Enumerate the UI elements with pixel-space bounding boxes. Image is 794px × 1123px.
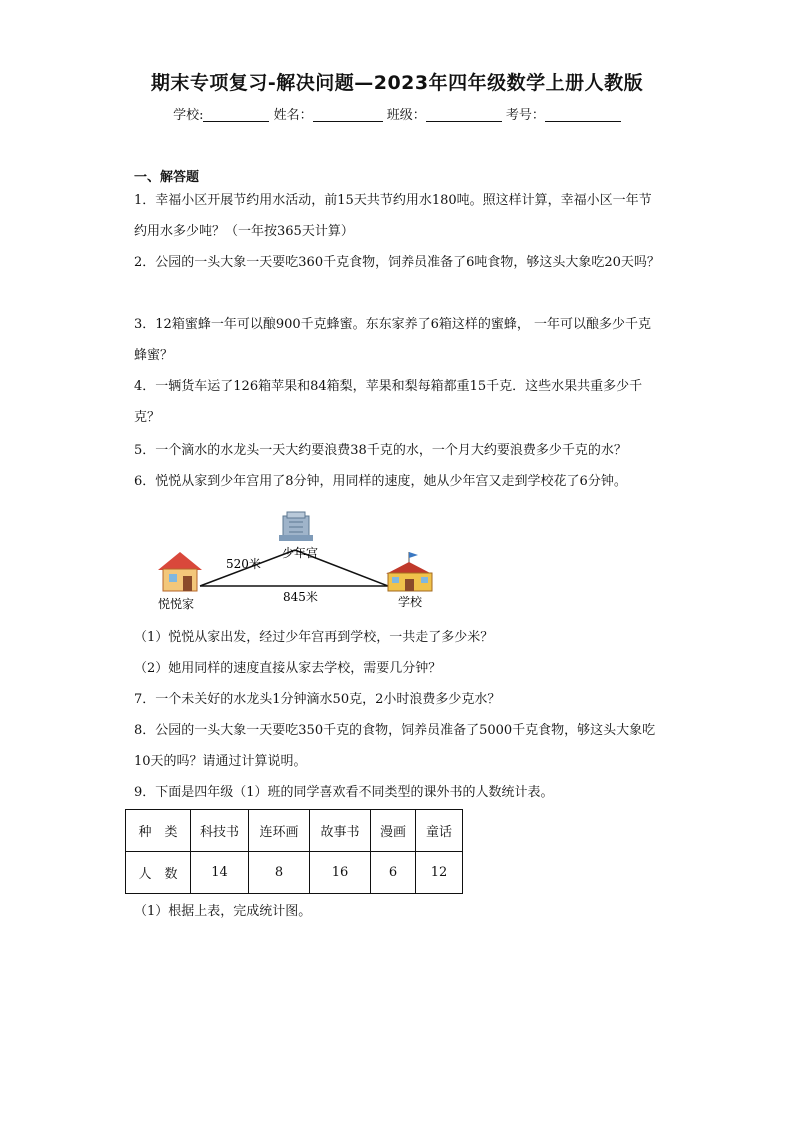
class-label: 班级： <box>386 108 426 123</box>
question-3: 3．12箱蜜蜂一年可以酿900千克蜂蜜。东东家养了6箱这样的蜜蜂， 一年可以酿多少千克蜂蜜？ <box>134 317 652 363</box>
distance-home-school: 845米 <box>283 590 318 604</box>
question-2: 2．公园的一头大象一天要吃360千克食物，饲养员准备了6吨食物，够这头大象吃20天吗？ <box>134 255 660 270</box>
building-icon <box>279 512 313 541</box>
school-icon <box>386 552 432 591</box>
question-8: 8．公园的一头大象一天要吃350千克的食物，饲养员准备了5000千克食物，够这头大象吃10天的吗？请通过计算说明。 <box>134 723 656 769</box>
table-cell: 16 <box>310 852 371 894</box>
table-cell: 8 <box>249 852 310 894</box>
table-cell: 人 数 <box>126 852 191 894</box>
table-header-cell: 种 类 <box>126 810 191 852</box>
name-blank[interactable] <box>313 107 383 122</box>
distance-home-palace: 520米 <box>226 557 261 571</box>
question-6: 6．悦悦从家到少年宫用了8分钟，用同样的速度，她从少年宫又走到学校花了6分钟。 <box>134 474 627 489</box>
question-6-part-1: （1）悦悦从家出发，经过少年宫再到学校，一共走了多少米？ <box>134 630 494 645</box>
table-row <box>126 852 463 894</box>
class-blank[interactable] <box>426 107 502 122</box>
table-cell: 6 <box>371 852 416 894</box>
table-cell: 14 <box>191 852 249 894</box>
page-title: 期末专项复习-解决问题—2023年四年级数学上册人教版 <box>150 72 644 94</box>
route-diagram <box>150 508 450 618</box>
school-label-text: 学校 <box>398 595 423 609</box>
house-icon <box>158 552 202 591</box>
table-header-cell: 连环画 <box>249 810 310 852</box>
number-blank[interactable] <box>545 107 621 122</box>
table-cell: 12 <box>416 852 463 894</box>
number-label: 考号： <box>505 108 545 123</box>
school-blank[interactable] <box>203 107 269 122</box>
question-1: 1．幸福小区开展节约用水活动，前15天共节约用水180吨。照这样计算，幸福小区一年节约用水多少吨？（一年按365天计算） <box>134 193 652 239</box>
question-6-part-2: （2）她用同样的速度直接从家去学校，需要几分钟？ <box>134 661 442 676</box>
book-stats-table <box>125 809 463 894</box>
table-header-cell: 科技书 <box>191 810 249 852</box>
question-9-part-1: （1）根据上表，完成统计图。 <box>134 904 312 919</box>
name-label: 姓名： <box>273 108 313 123</box>
question-5: 5．一个滴水的水龙头一天大约要浪费38千克的水，一个月大约要浪费多少千克的水？ <box>134 443 627 458</box>
home-label: 悦悦家 <box>158 597 195 611</box>
question-7: 7．一个未关好的水龙头1分钟滴水50克，2小时浪费多少克水？ <box>134 692 501 707</box>
question-4: 4．一辆货车运了126箱苹果和84箱梨，苹果和梨每箱都重15千克．这些水果共重多少千克？ <box>134 379 643 425</box>
question-9: 9．下面是四年级（1）班的同学喜欢看不同类型的课外书的人数统计表。 <box>134 785 554 800</box>
table-row <box>126 810 463 852</box>
student-info-line <box>0 104 794 123</box>
palace-label: 少年宫 <box>282 546 319 560</box>
section-heading: 一、解答题 <box>134 170 200 185</box>
school-label: 学校: <box>173 108 204 123</box>
table-header-cell: 漫画 <box>371 810 416 852</box>
table-header-cell: 故事书 <box>310 810 371 852</box>
table-header-cell: 童话 <box>416 810 463 852</box>
